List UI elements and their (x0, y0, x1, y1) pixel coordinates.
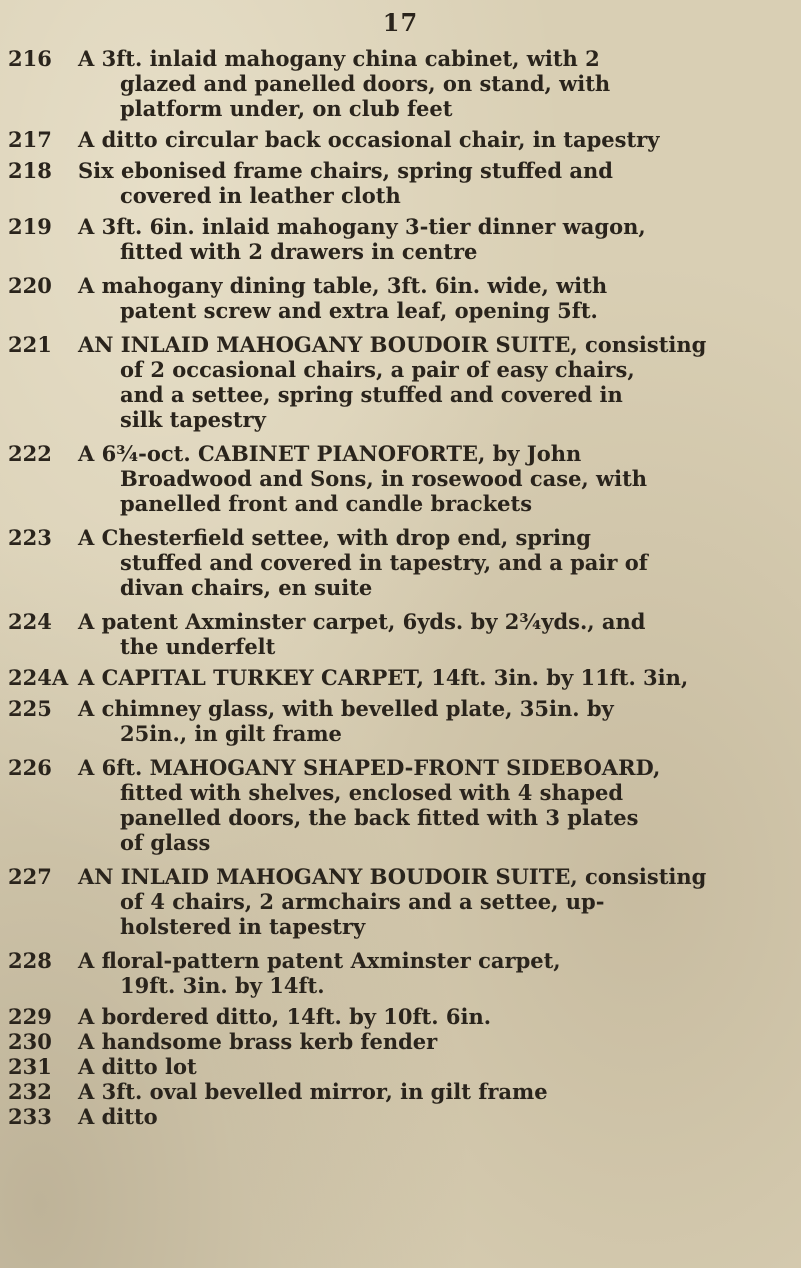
lot-description (78, 864, 784, 939)
lot-233 (4, 1104, 784, 1129)
lot-text-line: of 4 chairs, 2 armchairs and a settee, up- (120, 889, 605, 914)
lot-text-line: A CAPITAL TURKEY CARPET, 14ft. 3in. by 11ft. 3in, (78, 665, 689, 690)
lot-text-line: of 2 occasional chairs, a pair of easy chairs, (120, 357, 635, 382)
lot-number: 230 (8, 1029, 52, 1054)
lot-228 (4, 948, 784, 998)
lot-description (78, 609, 784, 659)
lot-225 (4, 696, 784, 746)
lot-text-line: AN INLAID MAHOGANY BOUDOIR SUITE, consisting (78, 864, 707, 889)
lot-text-line: A ditto circular back occasional chair, in tapestry (78, 127, 660, 152)
lot-224 (4, 609, 784, 659)
lot-number: 231 (8, 1054, 52, 1079)
lot-description (78, 332, 784, 432)
lot-number: 227 (8, 864, 52, 889)
lot-text-line: A 6ft. MAHOGANY SHAPED-FRONT SIDEBOARD, (78, 755, 661, 780)
lot-description (78, 948, 784, 998)
lot-216 (4, 46, 784, 121)
lot-text-line: platform under, on club feet (120, 96, 453, 121)
lot-text-line: AN INLAID MAHOGANY BOUDOIR SUITE, consisting (78, 332, 707, 357)
lot-description (78, 696, 784, 746)
lot-text-line: patent screw and extra leaf, opening 5ft. (120, 298, 598, 323)
lot-number: 226 (8, 755, 52, 780)
lot-number: 228 (8, 948, 52, 973)
lot-224a (4, 665, 784, 690)
lot-text-line: covered in leather cloth (120, 183, 401, 208)
lot-text-line: A mahogany dining table, 3ft. 6in. wide, with (78, 273, 608, 298)
lot-list (4, 46, 784, 1129)
lot-number: 217 (8, 127, 52, 152)
lot-description (78, 214, 784, 264)
lot-text-line: A 3ft. inlaid mahogany china cabinet, with 2 (78, 46, 600, 71)
lot-number: 224 (8, 609, 52, 634)
lot-text-line: A 3ft. oval bevelled mirror, in gilt frame (78, 1079, 548, 1104)
lot-description (78, 755, 784, 855)
lot-description (78, 665, 784, 690)
lot-230 (4, 1029, 784, 1054)
lot-text-line: the underfelt (120, 634, 276, 659)
lot-text-line: A Chesterfield settee, with drop end, spring (78, 525, 591, 550)
lot-description (78, 1029, 784, 1054)
lot-description (78, 46, 784, 121)
lot-description (78, 158, 784, 208)
lot-231 (4, 1054, 784, 1079)
lot-218 (4, 158, 784, 208)
lot-number: 223 (8, 525, 52, 550)
lot-description (78, 441, 784, 516)
lot-text-line: panelled front and candle brackets (120, 491, 533, 516)
lot-description (78, 273, 784, 323)
lot-text-line: panelled doors, the back fitted with 3 plates (120, 805, 639, 830)
lot-text-line: 25in., in gilt frame (120, 721, 342, 746)
lot-number: 233 (8, 1104, 52, 1129)
lot-220 (4, 273, 784, 323)
lot-description (78, 1054, 784, 1079)
lot-217 (4, 127, 784, 152)
lot-text-line: Six ebonised frame chairs, spring stuffed and (78, 158, 613, 183)
lot-number: 221 (8, 332, 52, 357)
lot-number: 229 (8, 1004, 52, 1029)
lot-221 (4, 332, 784, 432)
lot-text-line: holstered in tapestry (120, 914, 366, 939)
lot-number: 216 (8, 46, 52, 71)
lot-text-line: glazed and panelled doors, on stand, with (120, 71, 611, 96)
lot-text-line: A chimney glass, with bevelled plate, 35in. by (78, 696, 614, 721)
lot-number: 219 (8, 214, 52, 239)
lot-description (78, 1079, 784, 1104)
page-number: 17 (382, 8, 419, 37)
lot-description (78, 525, 784, 600)
lot-number: 232 (8, 1079, 52, 1104)
lot-text-line: A floral-pattern patent Axminster carpet, (78, 948, 561, 973)
lot-description (78, 1004, 784, 1029)
lot-text-line: Broadwood and Sons, in rosewood case, with (120, 466, 648, 491)
lot-number: 222 (8, 441, 52, 466)
lot-222 (4, 441, 784, 516)
lot-text-line: A 3ft. 6in. inlaid mahogany 3-tier dinner wagon, (78, 214, 646, 239)
lot-text-line: A 6¾-oct. CABINET PIANOFORTE, by John (78, 441, 582, 466)
lot-text-line: fitted with 2 drawers in centre (120, 239, 478, 264)
lot-number: 218 (8, 158, 52, 183)
lot-text-line: A ditto (78, 1104, 158, 1129)
lot-description (78, 127, 784, 152)
lot-text-line: stuffed and covered in tapestry, and a pair of (120, 550, 648, 575)
lot-232 (4, 1079, 784, 1104)
lot-text-line: and a settee, spring stuffed and covered in (120, 382, 623, 407)
lot-description (78, 1104, 784, 1129)
lot-229 (4, 1004, 784, 1029)
lot-number: 225 (8, 696, 52, 721)
lot-text-line: A bordered ditto, 14ft. by 10ft. 6in. (78, 1004, 492, 1029)
lot-text-line: silk tapestry (120, 407, 266, 432)
lot-text-line: A ditto lot (78, 1054, 197, 1079)
lot-text-line: fitted with shelves, enclosed with 4 shaped (120, 780, 624, 805)
lot-text-line: A handsome brass kerb fender (78, 1029, 438, 1054)
lot-219 (4, 214, 784, 264)
lot-text-line: divan chairs, en suite (120, 575, 373, 600)
lot-text-line: A patent Axminster carpet, 6yds. by 2¾yds., and (78, 609, 646, 634)
lot-text-line: 19ft. 3in. by 14ft. (120, 973, 325, 998)
lot-223 (4, 525, 784, 600)
lot-number: 224A (8, 665, 69, 690)
lot-number: 220 (8, 273, 52, 298)
lot-text-line: of glass (120, 830, 211, 855)
lot-226 (4, 755, 784, 855)
lot-227 (4, 864, 784, 939)
